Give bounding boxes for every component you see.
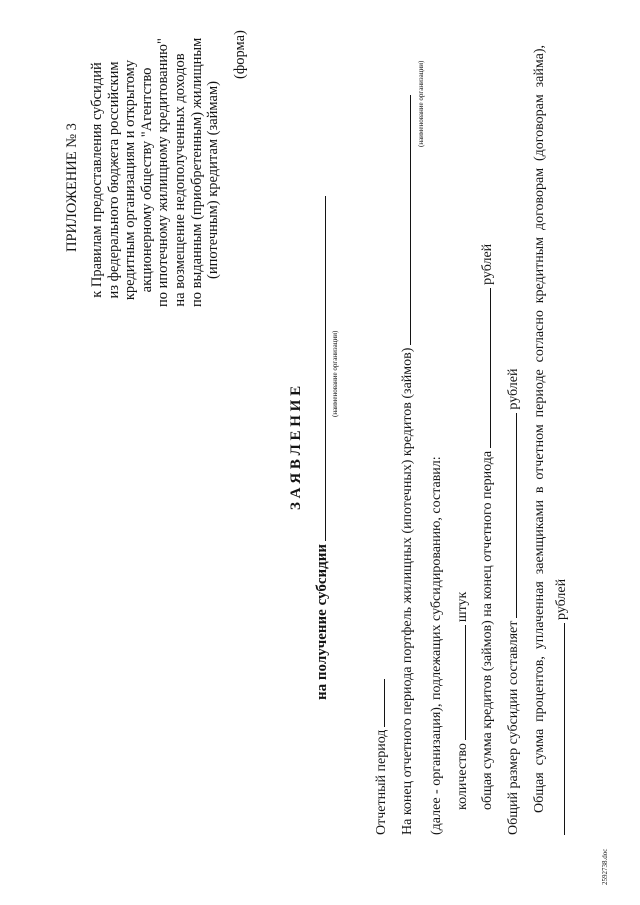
reporting-period-label: Отчетный период: [374, 729, 389, 835]
rules-line: по выданным (приобретенным) жилищным: [188, 37, 205, 307]
subsidy-amount-blank: [504, 413, 517, 618]
loan-count-row: [453, 592, 472, 810]
subsidy-amount-unit: рублей: [506, 368, 521, 410]
rules-line: к Правилам предоставления субсидий: [89, 62, 105, 298]
portfolio-organization-blank: [398, 95, 411, 345]
form-label: (форма): [232, 30, 248, 79]
loan-total-row: [478, 244, 497, 810]
reporting-period-blank: [372, 679, 385, 727]
interest-paid-blank: [552, 623, 565, 835]
loan-portfolio-row: [398, 92, 417, 835]
interest-paid-unit: рублей: [554, 578, 569, 620]
reporting-period-row: [372, 676, 391, 835]
rules-line: акционерному обществу "Агентство: [138, 67, 155, 293]
rules-line: на возмещение недополученных доходов: [171, 53, 188, 307]
appendix-title: ПРИЛОЖЕНИЕ № 3: [64, 123, 80, 252]
loan-total-blank: [478, 288, 491, 448]
rules-reference-block: [89, 37, 222, 307]
rules-line: (ипотечным) кредитам (займам): [205, 81, 222, 279]
subsidy-amount-label: Общий размер субсидии составляет: [506, 620, 521, 835]
document-title: З А Я В Л Е Н И Е: [288, 385, 304, 510]
subsidy-amount-row: [504, 369, 523, 835]
interest-paid-amount-row: [552, 579, 571, 835]
rules-line: кредитным организациям и открытому: [122, 59, 139, 301]
document-subtitle-row: [313, 193, 331, 700]
organization-name-caption: (наименование организации): [331, 330, 339, 417]
portfolio-continuation-text: (далее - организация), подлежащих субсидированию, составил:: [429, 456, 444, 835]
loan-portfolio-label: На конец отчетного периода портфель жилищных (ипотечных) кредитов (займов): [400, 347, 415, 835]
document-subtitle: на получение субсидии: [314, 544, 330, 700]
loan-count-label: количество: [455, 743, 470, 810]
organization-name-blank: [313, 196, 326, 541]
loan-count-blank: [453, 625, 466, 740]
file-identifier: 2592738.doc: [601, 848, 609, 885]
interest-paid-label: Общая сумма процентов, уплаченная заемщиками в отчетном периоде согласно кредитным договорам (договорам займа),: [532, 45, 547, 813]
rules-line: из федерального бюджета российским: [105, 61, 122, 299]
loan-total-unit: рублей: [480, 243, 495, 285]
portfolio-organization-caption: (наименование организации): [417, 60, 425, 147]
loan-count-unit: штук: [455, 591, 470, 623]
loan-total-label: общая сумма кредитов (займов) на конец отчетного периода: [480, 450, 495, 810]
rules-line: по ипотечному жилищному кредитованию": [155, 38, 172, 307]
